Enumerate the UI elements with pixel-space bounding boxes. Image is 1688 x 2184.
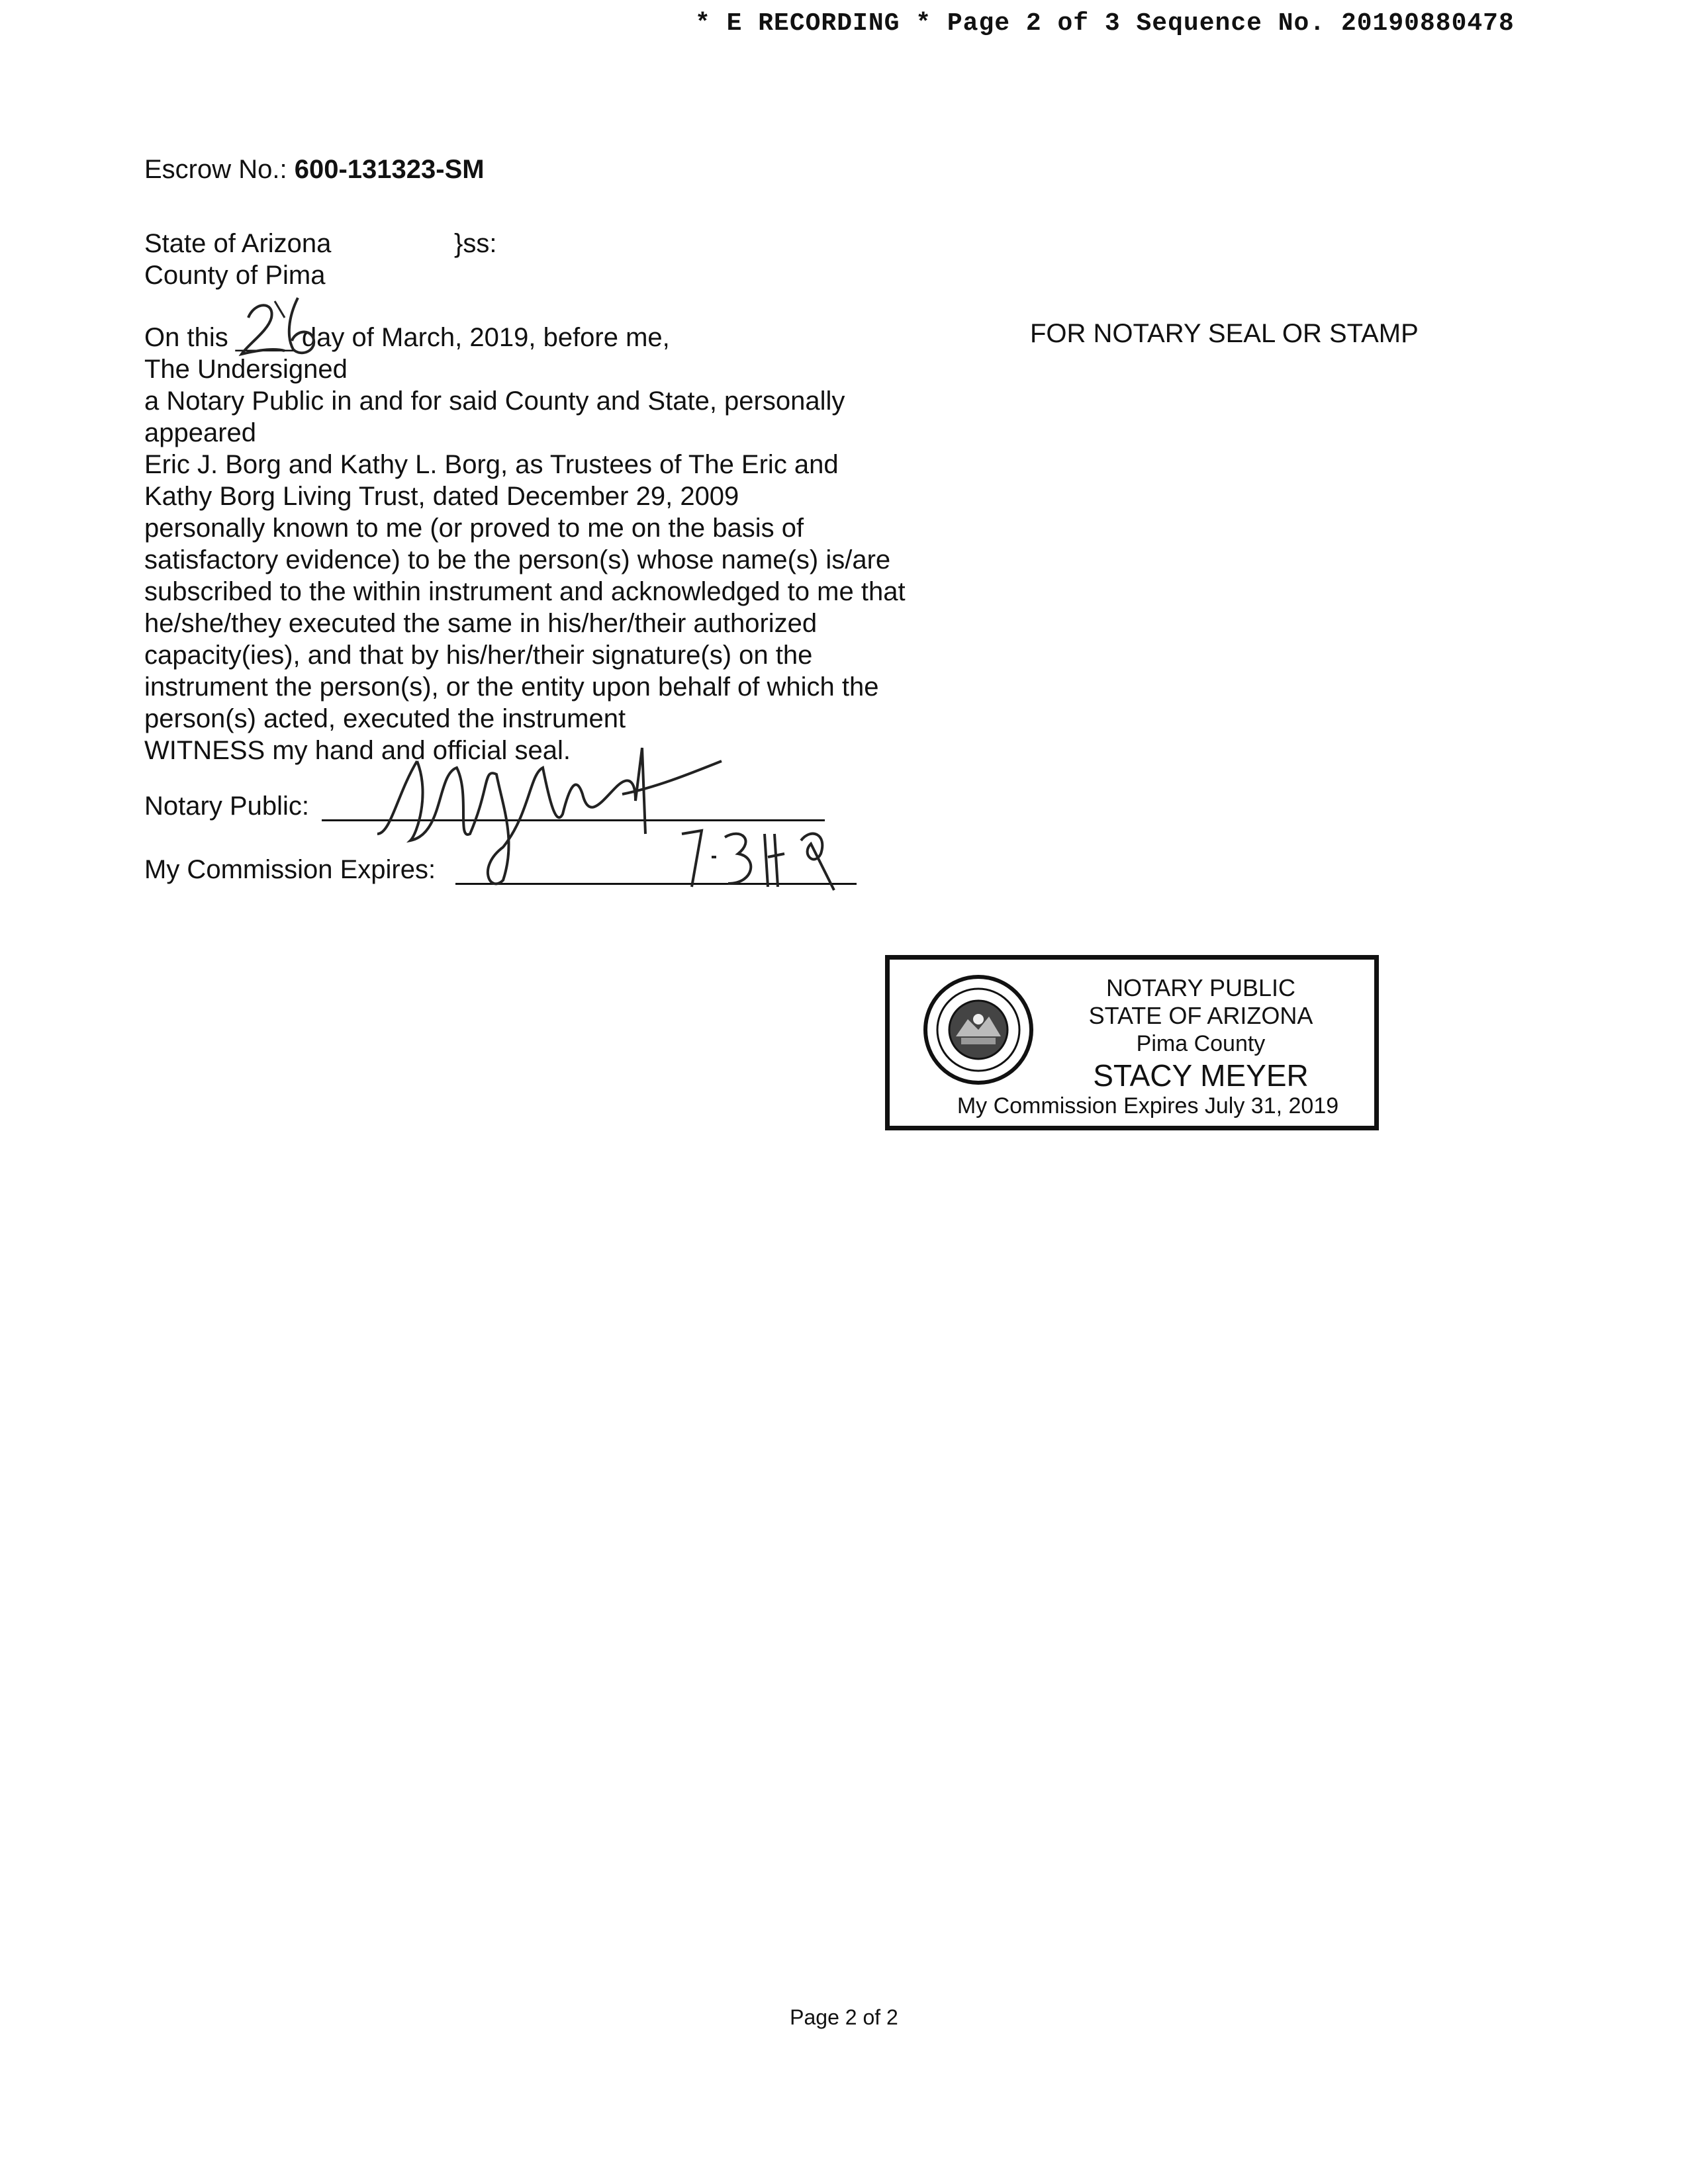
handwritten-expiry bbox=[675, 821, 874, 893]
page-number: Page 2 of 2 bbox=[790, 2005, 898, 2029]
stamp-commission-expires: My Commission Expires July 31, 2019 bbox=[957, 1093, 1339, 1118]
great-seal-of-arizona-icon bbox=[921, 973, 1035, 1087]
stamp-title: NOTARY PUBLIC bbox=[1105, 974, 1296, 1001]
stamp-state: STATE OF ARIZONA bbox=[1088, 1002, 1313, 1029]
notary-stamp bbox=[885, 955, 1379, 1130]
ack-line: subscribed to the within instrument and acknowledged to me that bbox=[144, 577, 906, 606]
ack-line: appeared bbox=[144, 418, 257, 447]
ack-line: he/she/they executed the same in his/her/their authorized bbox=[144, 609, 818, 638]
ack-line: The Undersigned bbox=[144, 355, 348, 384]
ack-line: person(s) acted, executed the instrument bbox=[144, 704, 626, 733]
notary-label: Notary Public: bbox=[144, 792, 309, 821]
acknowledgment-text bbox=[144, 322, 965, 766]
ack-line: personally known to me (or proved to me on the basis of bbox=[144, 514, 804, 543]
escrow-label: Escrow No.: bbox=[144, 155, 295, 184]
ack-line: Kathy Borg Living Trust, dated December 29, 2009 bbox=[144, 482, 739, 511]
ack-line: Eric J. Borg and Kathy L. Borg, as Trustees of The Eric and bbox=[144, 450, 839, 479]
stamp-county: Pima County bbox=[1136, 1031, 1266, 1056]
expires-label: My Commission Expires: bbox=[144, 855, 436, 884]
ack-line: capacity(ies), and that by his/her/their signature(s) on the bbox=[144, 641, 813, 670]
ack-line: WITNESS my hand and official seal. bbox=[144, 736, 571, 765]
notary-signature-row bbox=[144, 792, 309, 821]
escrow-number bbox=[144, 154, 485, 185]
venue-county: County of Pima bbox=[144, 261, 326, 290]
venue-state: State of Arizona bbox=[144, 229, 332, 258]
ack-line: satisfactory evidence) to be the person(s) whose name(s) is/are bbox=[144, 545, 891, 574]
handwritten-day bbox=[235, 291, 328, 357]
venue-block bbox=[144, 228, 608, 291]
escrow-value: 600-131323-SM bbox=[294, 155, 485, 184]
seal-area-label: FOR NOTARY SEAL OR STAMP bbox=[1030, 319, 1419, 348]
ack-line: On this ____ day of March, 2019, before me, bbox=[144, 323, 670, 352]
recording-header: * E RECORDING * Page 2 of 3 Sequence No. 20190880478 bbox=[695, 9, 1515, 38]
stamp-notary-name: STACY MEYER bbox=[1093, 1058, 1309, 1093]
venue-ss: }ss: bbox=[454, 229, 497, 258]
ack-line: instrument the person(s), or the entity upon behalf of which the bbox=[144, 672, 879, 702]
ack-line: a Notary Public in and for said County and State, personally bbox=[144, 387, 845, 416]
